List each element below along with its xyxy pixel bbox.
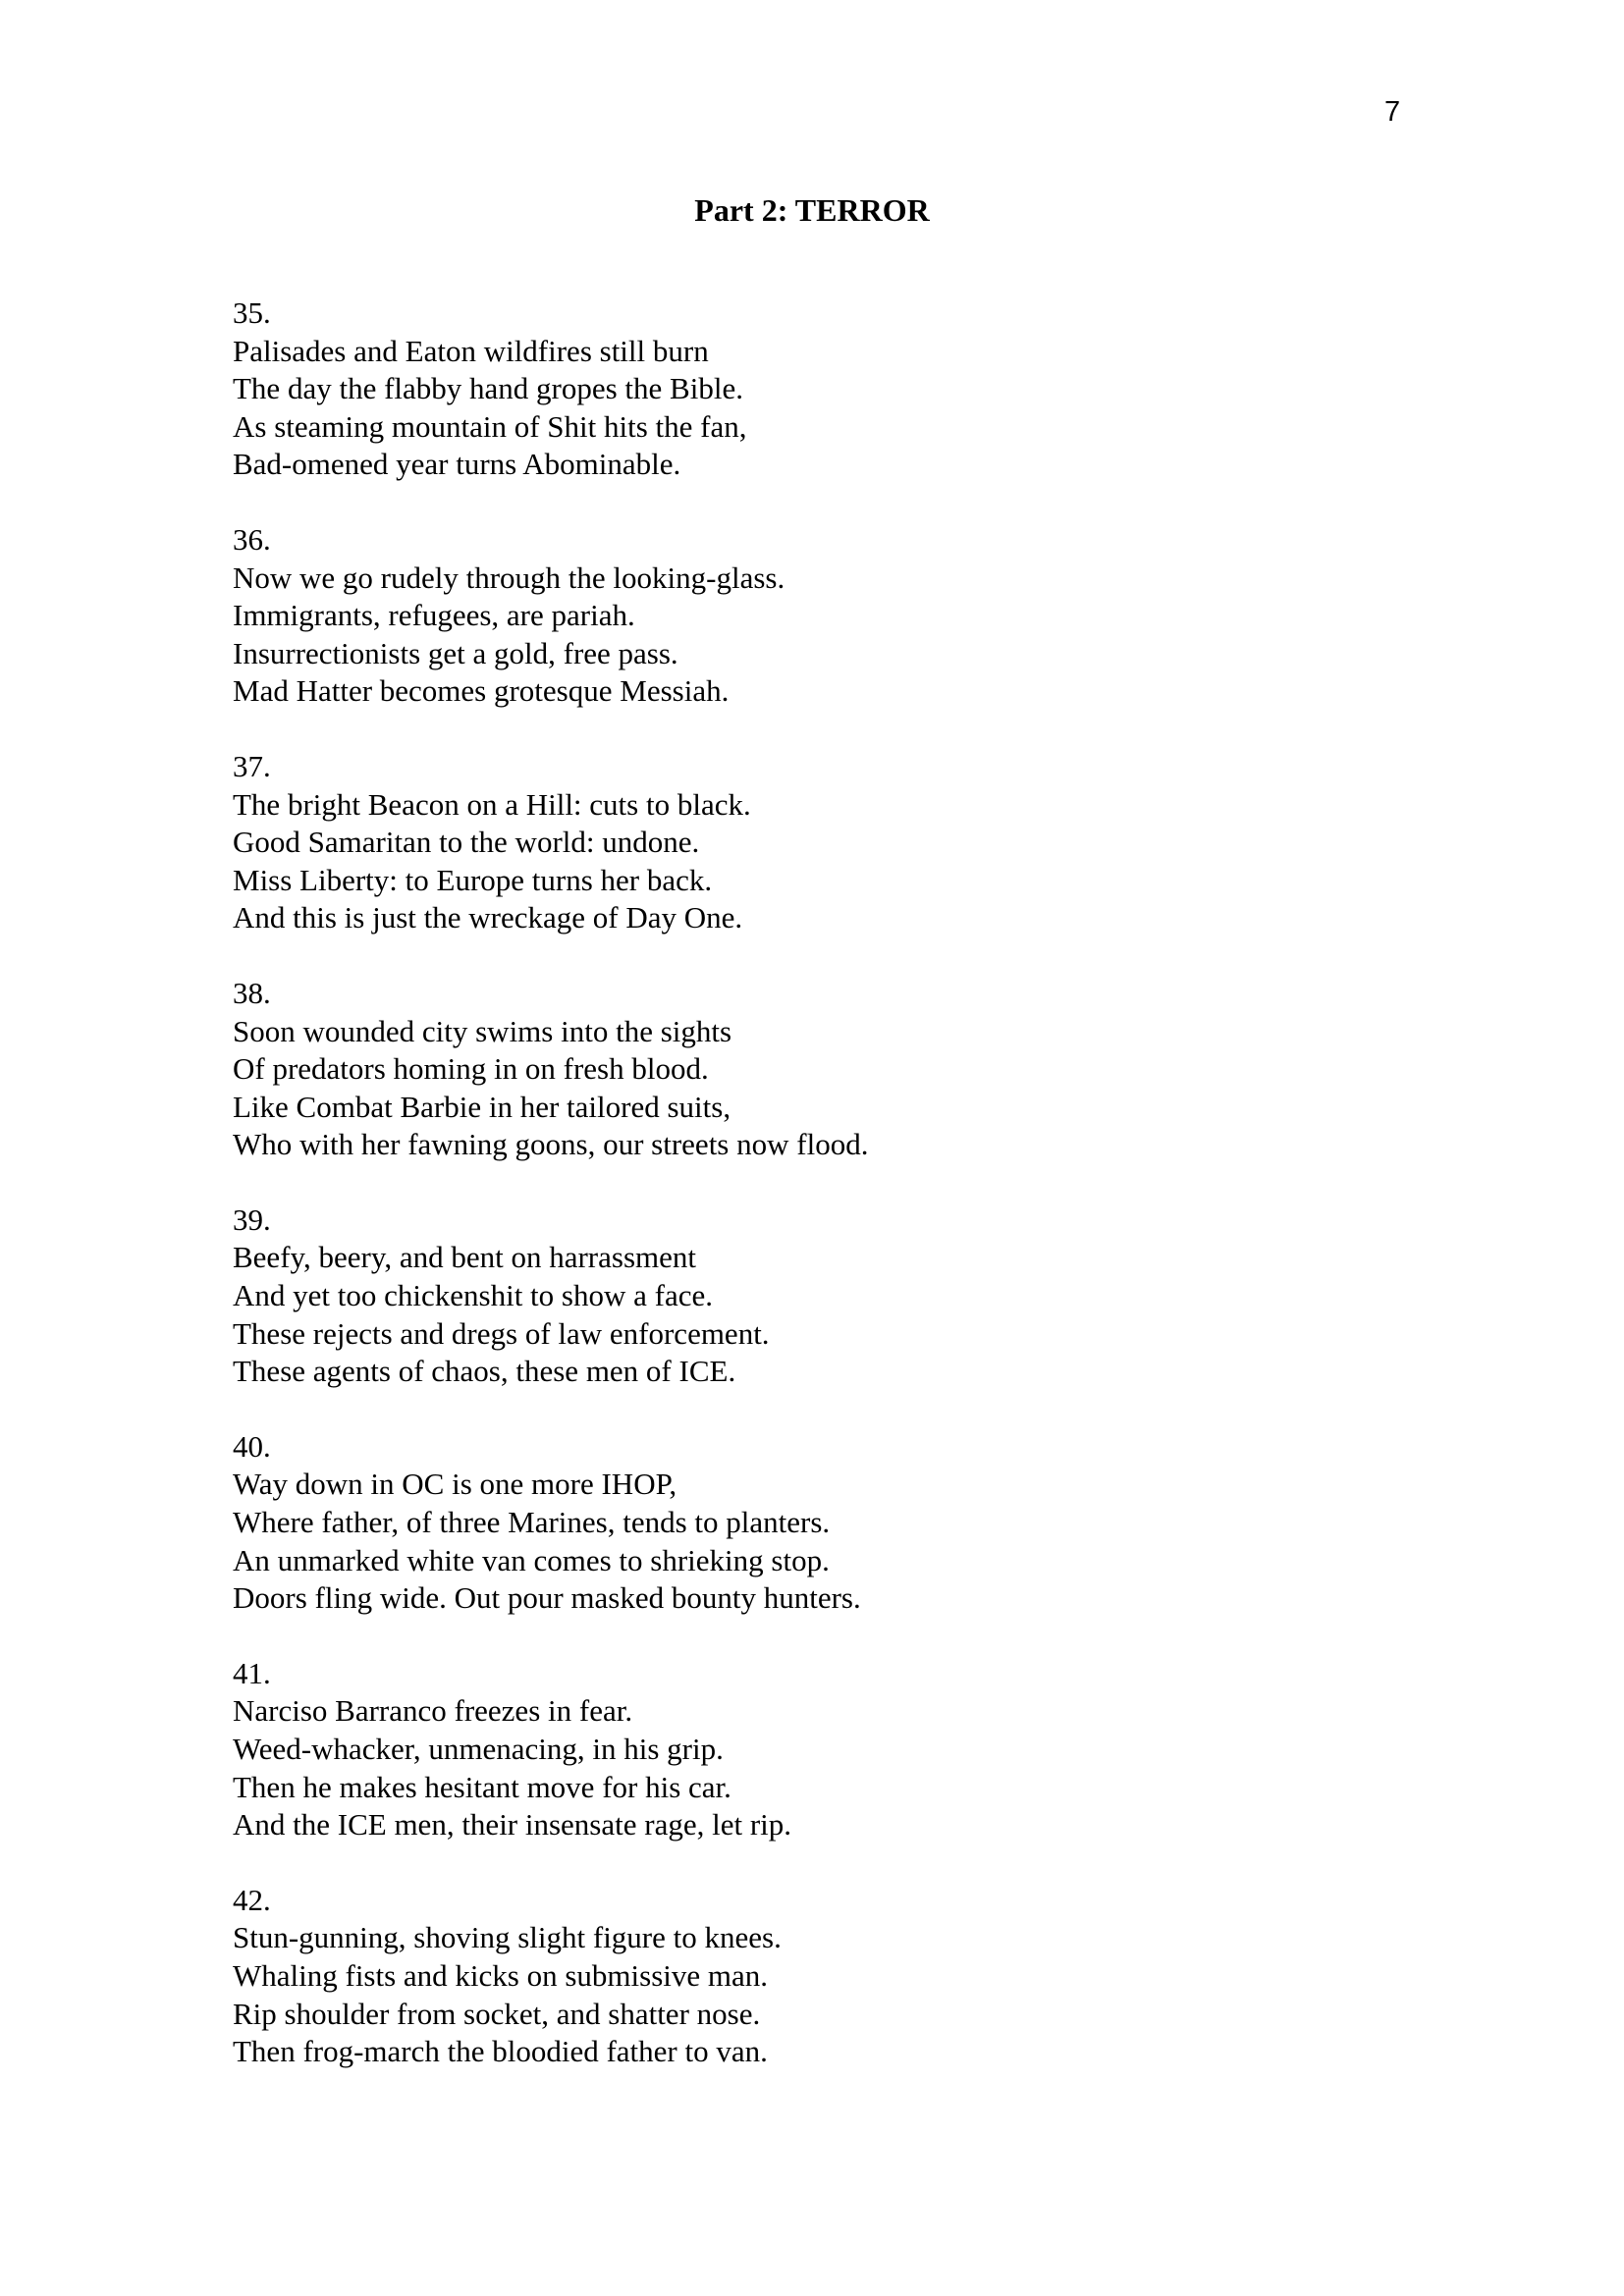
verse-line: Stun-gunning, shoving slight figure to knees. — [233, 1920, 782, 1955]
verse-line: Soon wounded city swims into the sights — [233, 1013, 732, 1048]
verse-line: The bright Beacon on a Hill: cuts to black. — [233, 786, 751, 822]
stanza-number: 38. — [233, 975, 271, 1010]
stanza — [233, 1201, 1411, 1391]
stanza-number: 42. — [233, 1882, 271, 1917]
poem-body — [233, 294, 1411, 2109]
verse-line: Then frog-march the bloodied father to van. — [233, 2034, 768, 2069]
stanza — [233, 521, 1411, 711]
verse-line: Weed-whacker, unmenacing, in his grip. — [233, 1732, 724, 1766]
verse-line: As steaming mountain of Shit hits the fan, — [233, 408, 747, 444]
verse-line: Bad-omened year turns Abominable. — [233, 447, 681, 482]
verse-line: Palisades and Eaton wildfires still burn — [233, 333, 709, 368]
verse-line: An unmarked white van comes to shrieking stop. — [233, 1542, 830, 1577]
verse-line: Beefy, beery, and bent on harrassment — [233, 1240, 696, 1275]
verse-line: Of predators homing in on fresh blood. — [233, 1051, 709, 1087]
verse-line: The day the flabby hand gropes the Bible. — [233, 371, 743, 406]
stanza — [233, 1428, 1411, 1618]
page-number: 7 — [1384, 96, 1401, 128]
stanza — [233, 1882, 1411, 2071]
stanza-number: 36. — [233, 521, 271, 557]
verse-line: Rip shoulder from socket, and shatter nose. — [233, 1996, 761, 2031]
verse-line: Narciso Barranco freezes in fear. — [233, 1693, 633, 1729]
verse-line: Who with her fawning goons, our streets now flood. — [233, 1127, 869, 1162]
stanza-number: 35. — [233, 295, 271, 330]
verse-line: Then he makes hesitant move for his car. — [233, 1769, 731, 1804]
verse-line: These rejects and dregs of law enforcement. — [233, 1315, 770, 1351]
verse-line: Miss Liberty: to Europe turns her back. — [233, 862, 713, 897]
verse-line: Now we go rudely through the looking-glass. — [233, 560, 785, 595]
verse-line: Immigrants, refugees, are pariah. — [233, 598, 635, 633]
verse-line: Mad Hatter becomes grotesque Messiah. — [233, 673, 730, 709]
stanza-number: 37. — [233, 748, 271, 783]
verse-line: Insurrectionists get a gold, free pass. — [233, 635, 678, 670]
stanza-number: 40. — [233, 1428, 271, 1464]
verse-line: And the ICE men, their insensate rage, let rip. — [233, 1807, 792, 1842]
stanza — [233, 1655, 1411, 1844]
verse-line: Like Combat Barbie in her tailored suits, — [233, 1089, 731, 1124]
stanza — [233, 975, 1411, 1164]
verse-line: These agents of chaos, these men of ICE. — [233, 1354, 736, 1389]
verse-line: Doors fling wide. Out pour masked bounty hunters. — [233, 1580, 861, 1616]
verse-line: And yet too chickenshit to show a face. — [233, 1278, 713, 1313]
stanza — [233, 748, 1411, 937]
verse-line: Good Samaritan to the world: undone. — [233, 825, 700, 860]
verse-line: Where father, of three Marines, tends to planters. — [233, 1505, 831, 1540]
verse-line: Whaling fists and kicks on submissive man. — [233, 1957, 769, 1993]
stanza-number: 39. — [233, 1201, 271, 1237]
verse-line: And this is just the wreckage of Day One. — [233, 900, 743, 935]
stanza-number: 41. — [233, 1655, 271, 1690]
verse-line: Way down in OC is one more IHOP, — [233, 1467, 677, 1502]
part-title: Part 2: TERROR — [694, 192, 930, 228]
stanza — [233, 294, 1411, 484]
